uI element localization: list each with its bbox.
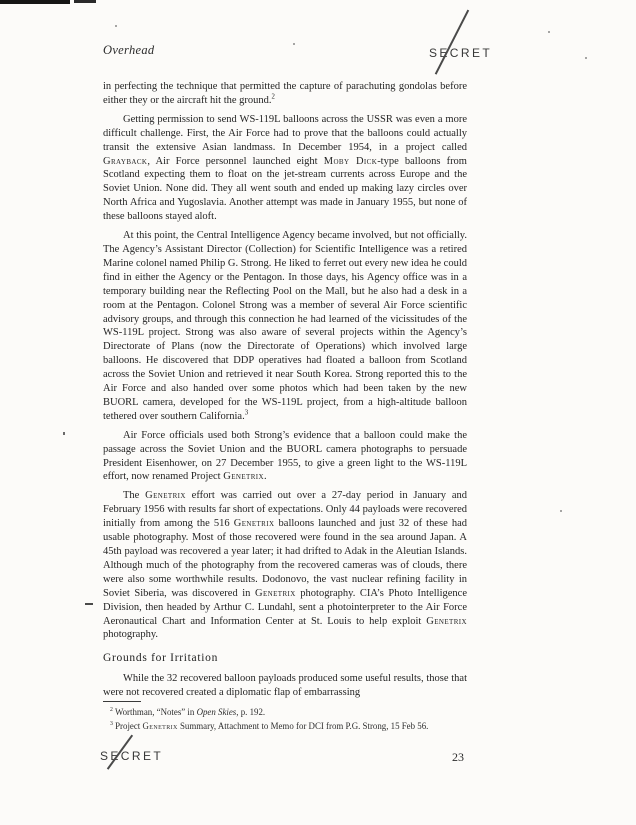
running-header-title: Overhead [103,43,155,57]
text-segment: Air Force officials used both Strong’s evidence that a balloon could make the passage across the Soviet Union and the BUORL camera photographs to persuade President Eisenhower, on 27 December 1955, to give a green light to the WS-119L effort, now renamed Project [103,429,467,483]
paragraph [103,489,467,642]
paragraph [103,80,467,108]
text-segment: Genetrix [233,518,275,530]
text-segment: Grounds for Irritation [103,652,219,665]
text-segment: , Air Force personnel launched eight [147,155,324,167]
text-segment: The [123,490,146,502]
text-segment: At this point, the Central Intelligence Agency became involved, but not officially. The Agency’s Assistant Director (Collection) for Scientific Intelligence was a retired Marine colonel named Philip G. Strong. He liked to ferret out every new idea he could find in either the Agency or the Pentagon. In those days, his Agency office was in a temporary building near the Reflecting Pool on the Mall, but he also had a desk in a room at the Pentagon. Colonel Strong was a member of several Air Force scientific advisory groups, and through this connection he had learned of the vicissitudes of the WS-119L project. Strong was also aware of several projects within the Agency’s Directorate of Plans (now the Directorate of Operations) which involved large balloons. He discovered that DDP operatives had floated a balloon from Scotland across the Soviet Union and retrieved it near South Korea. Strong reported this to the Air Force and also handed over some photos which had been taken by the new BUORL camera, developed for the WS-119L project, from a high-altitude balloon tethered over southern California. [103,230,467,422]
footnote-marker: 3 [244,409,249,417]
text-segment: , p. 192. [236,707,266,717]
footnote-marker: 2 [110,707,113,714]
text-segment: photography. [103,629,159,641]
page-number: 23 [452,750,464,764]
text-segment: effort was carried out over a 27-day period in January and February 1956 with results far short of expectations. Only 44 payloads were recovered initially from among the 516 [103,490,468,530]
scan-speck [548,31,550,33]
text-segment: photography. CIA’s Photo Intelligence Division, then headed by Arthur C. Lundahl, sent a photointerpreter to the Air Force Aeronautical Chart and Information Center at St. Louis to help exploit [103,587,467,627]
text-segment: in perfecting the technique that permitted the capture of parachuting gondolas before either they or the aircraft hit the ground. [103,81,467,106]
text-segment: Genetrix [255,587,296,599]
text-segment: Genetrix [142,720,178,731]
text-segment: Genetrix [145,490,186,502]
scan-speck [585,57,587,59]
body-text [103,80,467,705]
text-segment: Getting permission to send WS-119L balloons across the USSR was even a more difficult challenge. First, the Air Force had to prove that the balloons could actually transit the extensive Asian landmass. In December 1954, in a project called [103,113,467,153]
scan-dot-artifact [63,432,65,435]
scan-dash-artifact [85,603,93,605]
declassification-slash-top [435,10,469,75]
classification-text: SECRET [429,46,493,60]
scan-speck [560,510,562,512]
footnote [103,720,467,734]
paragraph [103,113,467,224]
scan-artifact-bar [0,0,70,4]
paragraph [103,429,467,485]
text-segment: Project [112,720,143,731]
footnote-rule [103,701,141,702]
paragraph [103,672,467,700]
text-segment: Summary, Attachment to Memo for DCI from P.G. Strong, 15 Feb 56. [177,720,429,731]
text-segment: Grayback [103,155,148,167]
paragraph [103,229,467,424]
section-heading [103,652,467,666]
scan-speck [293,43,295,45]
footnote-marker: 2 [271,93,275,101]
footnotes [103,701,467,733]
classification-stamp-top [429,46,492,60]
text-segment: -type balloons from Scotland expecting them to float on the jet-stream currents across Europe and the Soviet Union. None did. They all went south and ended up making lazy circles over North Africa and Yugoslavia. Another attempt was made in January 1955, but none of these balloons stayed aloft. [103,155,467,223]
footnote [103,706,467,720]
text-segment: While the 32 recovered balloon payloads produced some useful results, those that were not recovered created a diplomatic flap of embarrassing [103,673,467,699]
text-segment: Open Skies [196,707,237,717]
scan-speck [115,25,117,27]
text-segment: Worthman, “Notes” in [112,707,197,717]
footnote-marker: 3 [110,720,113,727]
footnote-list [103,706,467,733]
classification-stamp-bottom [100,749,163,763]
text-segment: Genetrix [426,615,467,627]
scan-artifact-bar [74,0,96,3]
text-segment: Genetrix [223,471,264,483]
text-segment: . [263,471,267,483]
text-segment: balloons launched and just 32 of these had usable photography. Most of those recovered were found in the sea around Japan. A 45th payload was recovered a year later; it had drifted to Adak in the Aleutian Islands. Although much of the photography from the recovered cameras was of clouds, there were also some worthwhile results. Dodonovo, the vast nuclear refining facility in Soviet Siberia, was discovered in [103,518,468,599]
text-segment: Moby Dick [323,155,378,167]
classification-text: SECRET [100,749,164,763]
